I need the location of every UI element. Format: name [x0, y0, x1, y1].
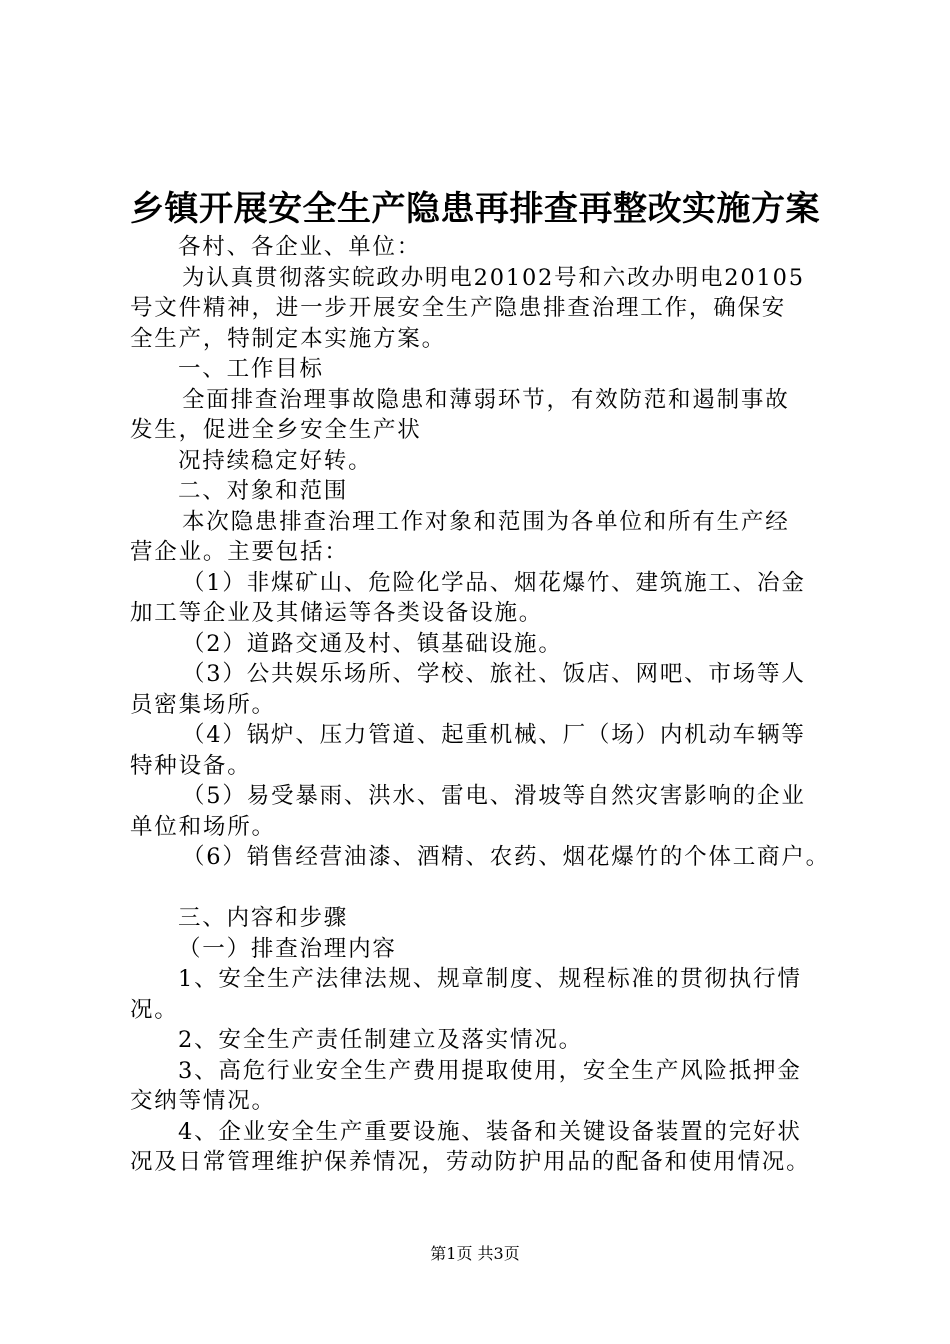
list-item: （5）易受暴雨、洪水、雷电、滑坡等自然灾害影响的企业: [182, 783, 806, 809]
paragraph-line: 全生产，特制定本实施方案。: [130, 325, 446, 352]
salutation: 各村、各企业、单位：: [178, 234, 422, 260]
document-body: [130, 232, 840, 1178]
list-item-continuation: 况。: [130, 996, 179, 1023]
document-title: 乡镇开展安全生产隐患再排查再整改实施方案: [130, 189, 820, 229]
page-footer: 第1页 共3页: [430, 1244, 520, 1263]
list-item: （6）销售经营油漆、酒精、农药、烟花爆竹的个体工商户。: [182, 844, 830, 870]
list-item: （4）锅炉、压力管道、起重机械、厂（场）内机动车辆等: [182, 722, 806, 748]
subsection-heading: （一）排查治理内容: [178, 935, 397, 962]
list-item: 1、安全生产法律法规、规章制度、规程标准的贯彻执行情: [178, 966, 802, 992]
list-item-continuation: 交纳等情况。: [130, 1088, 276, 1114]
list-item-continuation: 加工等企业及其储运等各类设备设施。: [130, 600, 544, 626]
paragraph-line: 本次隐患排查治理工作对象和范围为各单位和所有生产经: [182, 508, 790, 535]
list-item-continuation: 单位和场所。: [130, 813, 276, 840]
list-item: （2）道路交通及村、镇基础设施。: [182, 630, 563, 657]
list-item: 2、安全生产责任制建立及落实情况。: [178, 1027, 583, 1053]
list-item: （1）非煤矿山、危险化学品、烟花爆竹、建筑施工、冶金: [182, 569, 806, 596]
list-item: 3、高危行业安全生产费用提取使用，安全生产风险抵押金: [178, 1057, 802, 1084]
section-heading: 二、对象和范围: [178, 478, 349, 504]
list-item: （3）公共娱乐场所、学校、旅社、饭店、网吧、市场等人: [182, 661, 806, 687]
list-item: 4、企业安全生产重要设施、装备和关键设备装置的完好状: [178, 1118, 802, 1145]
section-heading: 三、内容和步骤: [178, 905, 349, 931]
section-heading: 一、工作目标: [178, 356, 324, 382]
paragraph-line: 况持续稳定好转。: [178, 447, 373, 474]
list-item-continuation: 况及日常管理维护保养情况，劳动防护用品的配备和使用情况。: [130, 1149, 811, 1175]
list-item-continuation: 员密集场所。: [130, 691, 276, 718]
paragraph-line: 为认真贯彻落实皖政办明电20102号和六改办明电20105: [182, 264, 805, 291]
paragraph-line: 营企业。主要包括：: [130, 539, 349, 565]
blank-line: [130, 873, 840, 904]
paragraph-line: 全面排查治理事故隐患和薄弱环节，有效防范和遏制事故: [182, 386, 790, 413]
paragraph-line: 号文件精神，进一步开展安全生产隐患排查治理工作，确保安: [130, 295, 787, 321]
list-item-continuation: 特种设备。: [130, 752, 252, 779]
paragraph-line: 发生，促进全乡安全生产状: [130, 417, 422, 443]
